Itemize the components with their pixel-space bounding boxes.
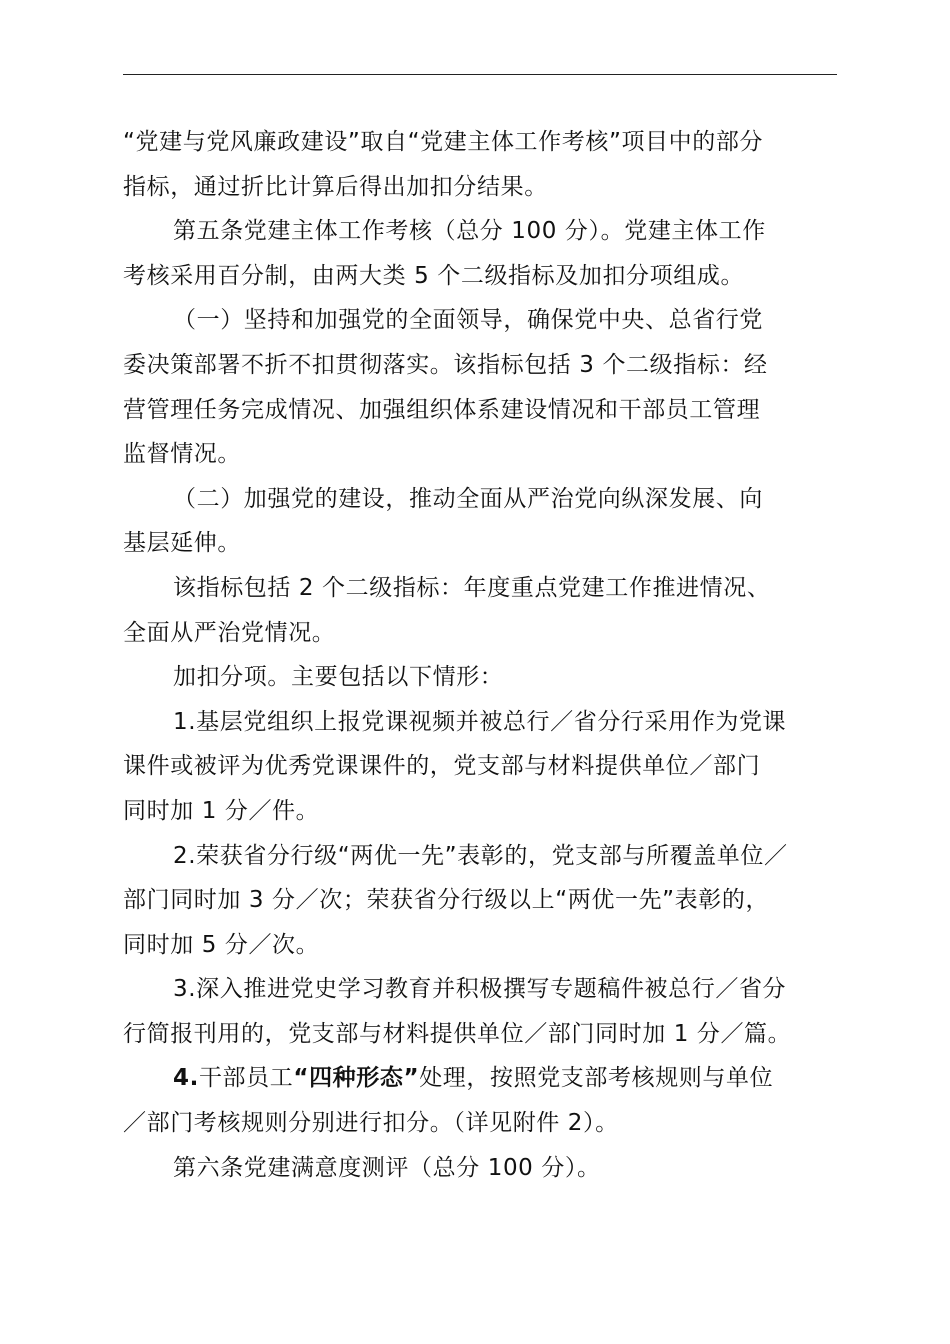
body-text — [123, 120, 837, 1190]
section-2-heading: （二）加强党的建设，推动全面从严治党向纵深发展、向 — [173, 485, 763, 512]
paragraph-line: 同时加 5 分／次。 — [123, 931, 320, 958]
paragraph-line: 考核采用百分制，由两大类 5 个二级指标及加扣分项组成。 — [123, 262, 745, 289]
list-item-4-text-rest: 处理，按照党支部考核规则与单位 — [419, 1065, 774, 1092]
paragraph-line: 部门同时加 3 分／次；荣获省分行级以上“两优一先”表彰的， — [123, 887, 770, 914]
list-item-4-text: 干部员工 — [198, 1065, 294, 1092]
paragraph-line: 监督情况。 — [123, 441, 241, 468]
list-item-4-emphasis: “四种形态” — [293, 1065, 420, 1092]
paragraph-line: 课件或被评为优秀党课课件的，党支部与材料提供单位／部门 — [123, 753, 761, 780]
paragraph-line: 指标，通过折比计算后得出加扣分结果。 — [123, 173, 548, 200]
list-item-3: 3.深入推进党史学习教育并积极撰写专题稿件被总行／省分 — [173, 976, 787, 1003]
list-item-4 — [123, 1056, 837, 1101]
bonus-items-heading: 加扣分项。主要包括以下情形： — [173, 664, 504, 691]
list-item-2: 2.荣获省分行级“两优一先”表彰的，党支部与所覆盖单位／ — [173, 842, 788, 869]
article-5-heading: 第五条党建主体工作考核（总分 100 分）。党建主体工作 — [173, 218, 766, 245]
paragraph-line: ／部门考核规则分别进行扣分。（详见附件 2）。 — [123, 1110, 619, 1137]
paragraph-line: 同时加 1 分／件。 — [123, 797, 320, 824]
list-item-4-number: 4. — [173, 1065, 199, 1092]
section-1-heading: （一）坚持和加强党的全面领导，确保党中央、总省行党 — [173, 307, 763, 334]
paragraph-line: 委决策部署不折不扣贯彻落实。该指标包括 3 个二级指标：经 — [123, 351, 768, 378]
paragraph-line: 该指标包括 2 个二级指标：年度重点党建工作推进情况、 — [173, 574, 771, 601]
paragraph-line: 基层延伸。 — [123, 530, 241, 557]
paragraph-line: 全面从严治党情况。 — [123, 619, 336, 646]
header-rule — [123, 74, 837, 75]
paragraph-line: “党建与党风廉政建设”取自“党建主体工作考核”项目中的部分 — [123, 129, 764, 155]
paragraph-line: 营管理任务完成情况、加强组织体系建设情况和干部员工管理 — [123, 396, 761, 423]
paragraph-line: 行简报刊用的，党支部与材料提供单位／部门同时加 1 分／篇。 — [123, 1020, 792, 1047]
article-6-heading: 第六条党建满意度测评（总分 100 分）。 — [173, 1154, 601, 1181]
list-item-1: 1.基层党组织上报党课视频并被总行／省分行采用作为党课 — [173, 708, 787, 735]
